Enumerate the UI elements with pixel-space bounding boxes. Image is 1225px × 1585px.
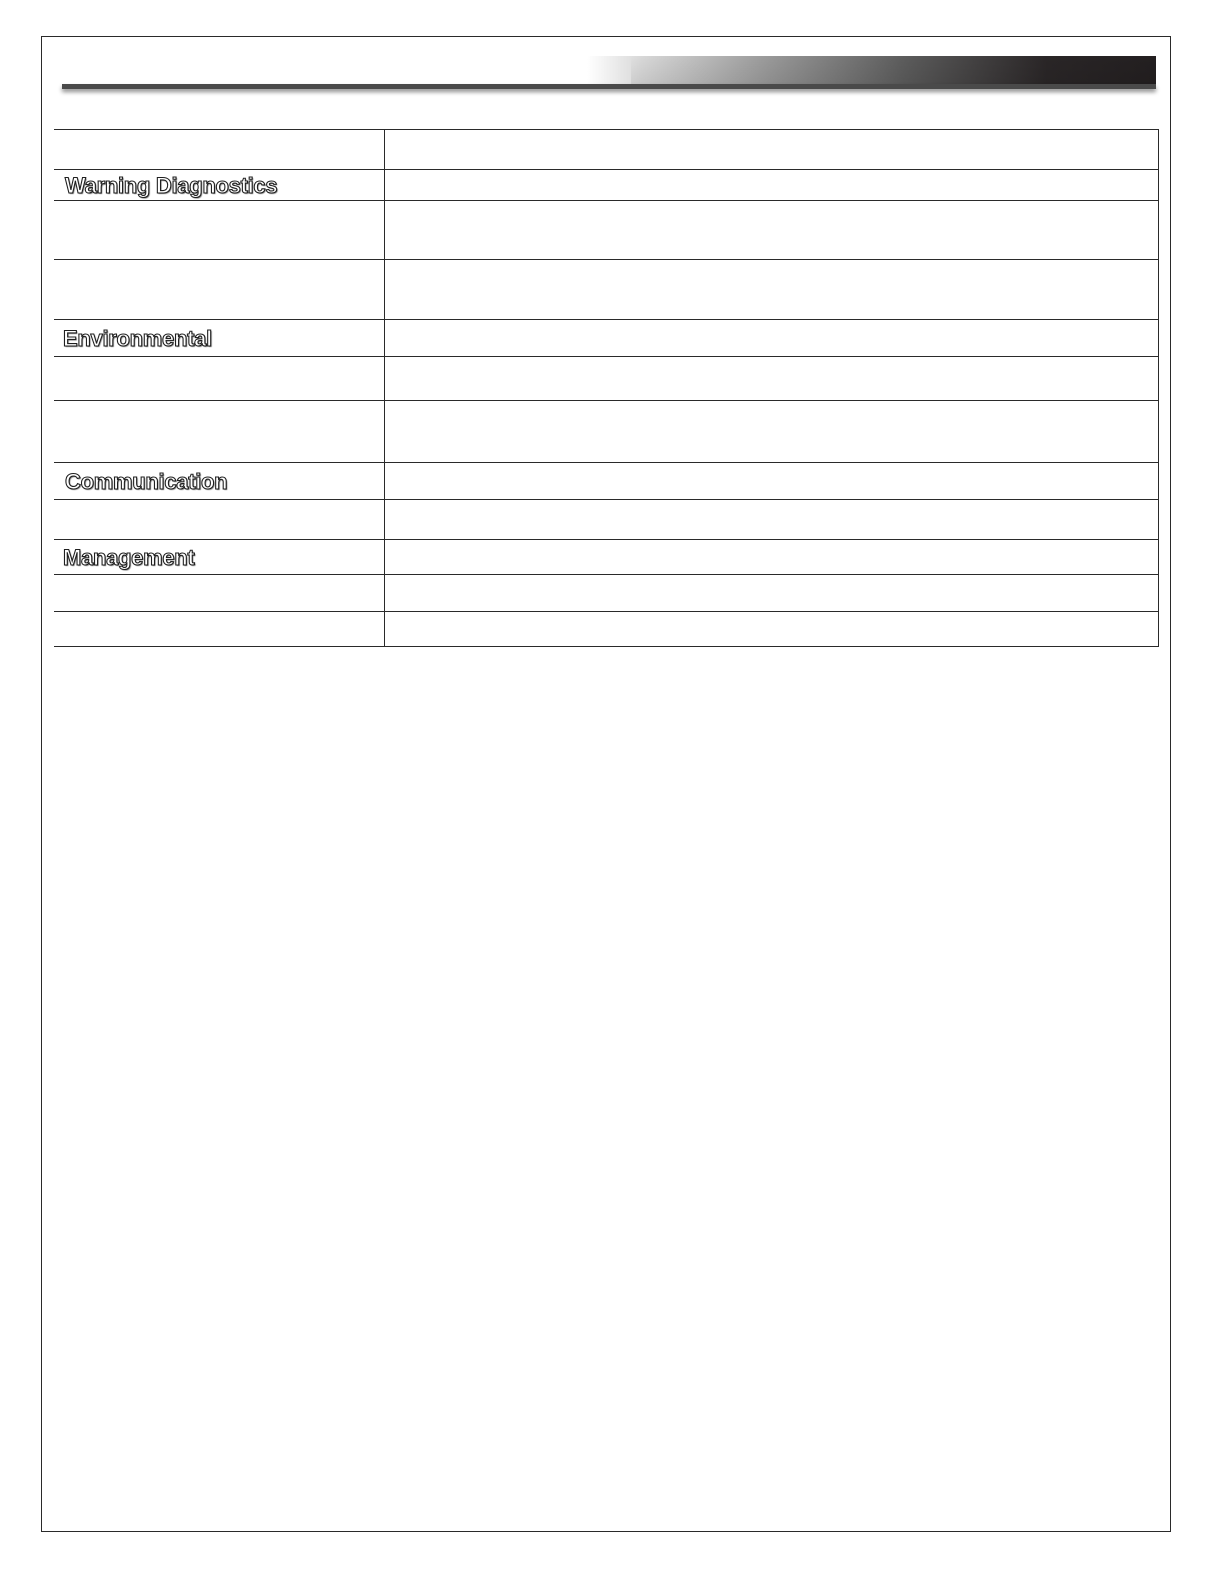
table-row <box>54 201 1159 260</box>
section-heading-warning-diagnostics: Warning Diagnostics <box>65 173 278 198</box>
table-cell-value <box>385 540 1159 575</box>
table-cell-value <box>385 463 1159 500</box>
table-row <box>54 401 1159 463</box>
table-cell-value <box>385 201 1159 260</box>
section-heading-management: Management <box>63 545 195 570</box>
table-row <box>54 500 1159 540</box>
section-row-environmental <box>54 320 1159 357</box>
table-cell-label <box>54 130 385 170</box>
header-banner-shade <box>631 56 1156 84</box>
table-cell-value <box>385 612 1159 647</box>
table-cell-label <box>54 201 385 260</box>
table-row <box>54 575 1159 612</box>
table-cell-label <box>54 500 385 540</box>
table-cell-label <box>54 540 385 575</box>
table-cell-value <box>385 500 1159 540</box>
table-cell-value <box>385 575 1159 612</box>
section-heading-environmental: Environmental <box>63 326 212 351</box>
table-cell-value <box>385 401 1159 463</box>
table-cell-value <box>385 260 1159 320</box>
table-cell-label <box>54 260 385 320</box>
table-cell-value <box>385 357 1159 401</box>
table-cell-label <box>54 463 385 500</box>
table-cell-label <box>54 401 385 463</box>
table-row <box>54 130 1159 170</box>
table-row <box>54 612 1159 647</box>
table-cell-value <box>385 320 1159 357</box>
table-cell-label <box>54 170 385 201</box>
section-row-warning-diagnostics <box>54 170 1159 201</box>
section-heading-communication: Communication <box>65 469 228 494</box>
table-cell-value <box>385 170 1159 201</box>
section-row-communication <box>54 463 1159 500</box>
table-row <box>54 357 1159 401</box>
header-banner <box>62 56 1156 92</box>
header-banner-underline <box>62 84 1156 89</box>
section-row-management <box>54 540 1159 575</box>
table-cell-value <box>385 130 1159 170</box>
table-cell-label <box>54 575 385 612</box>
table-cell-label <box>54 357 385 401</box>
table-row <box>54 260 1159 320</box>
table-cell-label <box>54 612 385 647</box>
spec-table <box>54 129 1159 647</box>
table-cell-label <box>54 320 385 357</box>
